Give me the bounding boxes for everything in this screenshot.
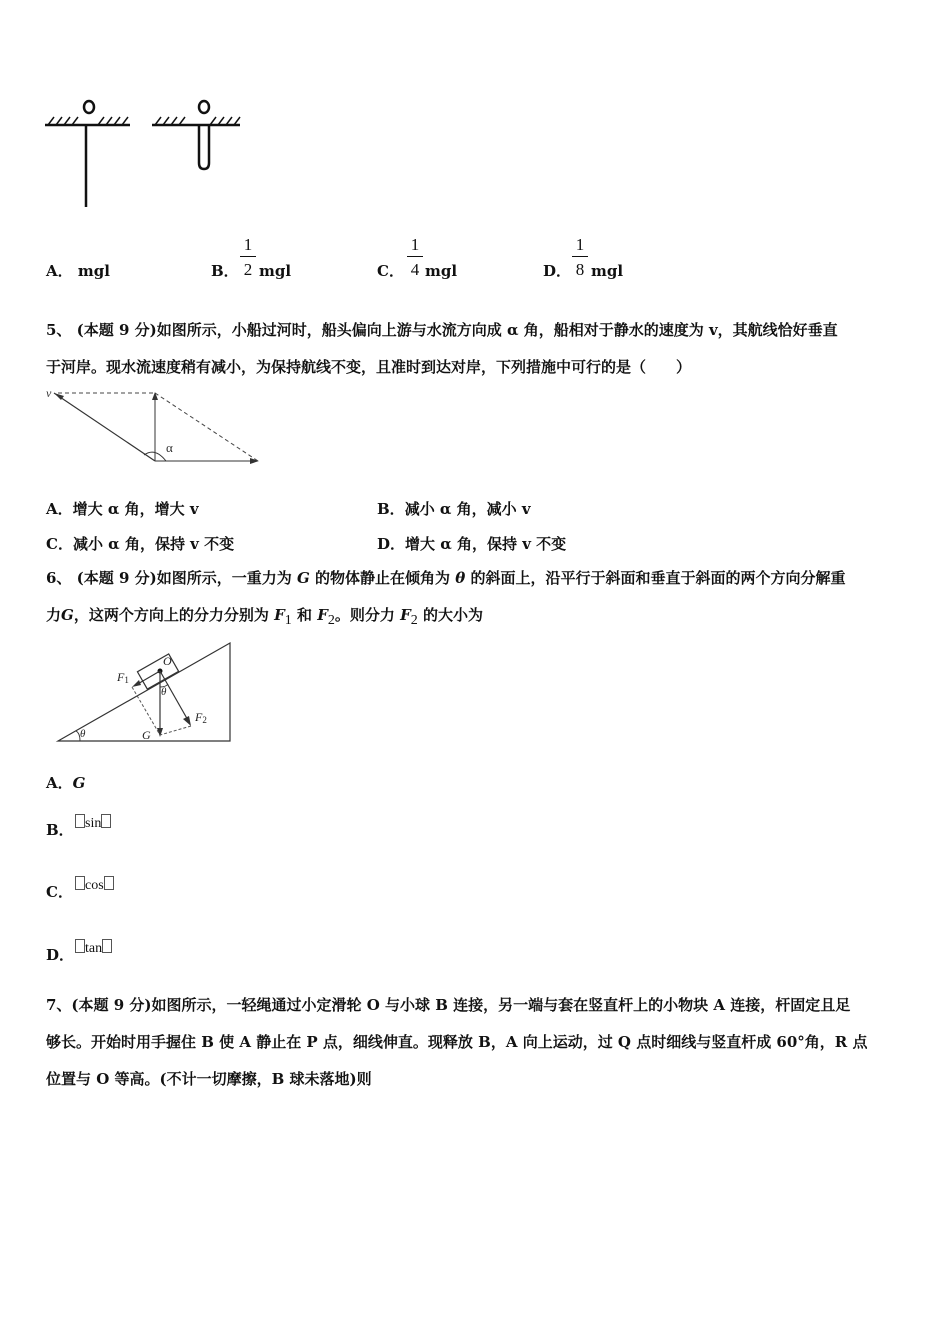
q6-number: 6、 (46, 569, 72, 587)
option-value: mgl (77, 262, 110, 280)
q6-text: ，这两个方向上的分力分别为 (73, 606, 269, 624)
f2-letter: F (195, 710, 203, 724)
option-text: 增大 α 角，增大 v (72, 500, 199, 518)
q6-text: 力 (46, 606, 62, 624)
numerator: 1 (243, 235, 253, 254)
q6-symbol-theta: θ (455, 569, 466, 587)
q7-line1: 7、(本题 9 分)如图所示，一轻绳通过小定滑轮 O 与小球 B 连接，另一端与套在竖直杆上的小物块 A 连接，杆固定且足 (46, 996, 851, 1014)
f2-sub: 2 (202, 715, 207, 725)
option-label: D． (377, 535, 406, 553)
q4-option-c-fraction (407, 235, 423, 281)
q7-line3: 位置与 O 等高。(不计一切摩擦，B 球未落地)则 (46, 1070, 372, 1088)
q5-line1 (46, 320, 838, 340)
q6-fig-theta-top: θ (161, 686, 167, 698)
q6-option-b[interactable] (46, 820, 74, 840)
numerator: 1 (575, 235, 585, 254)
missing-glyph-icon (75, 939, 85, 953)
denominator: 2 (243, 260, 253, 279)
q5-line2: 于河岸。现水流速度稍有减小，为保持航线不变，且准时到达对岸，下列措施中可行的是（ ） (46, 358, 692, 376)
missing-glyph-icon (75, 876, 85, 890)
option-label: B． (211, 262, 239, 280)
option-label: D． (543, 262, 572, 280)
missing-glyph-icon (102, 939, 112, 953)
q7-line2: 够长。开始时用手握住 B 使 A 静止在 P 点，细线伸直。现释放 B，A 向上运动，过 Q 点时细线与竖直杆成 60°角，R 点 (46, 1033, 868, 1051)
option-text: 减小 α 角，保持 v 不变 (72, 535, 235, 553)
q5-v-label: v (46, 386, 52, 400)
missing-glyph-icon (75, 814, 85, 828)
q4-option-d-fraction (572, 235, 588, 281)
q6-option-c[interactable] (46, 882, 73, 902)
q6-text: 的斜面上，沿平行于斜面和垂直于斜面的两个方向分解重 (470, 569, 846, 587)
missing-glyph-icon (101, 814, 111, 828)
q5-figure (40, 385, 270, 475)
q6-sub: 2 (410, 613, 418, 628)
q6-option-a[interactable] (46, 773, 85, 793)
q6-text: 的大小为 (423, 606, 484, 624)
q5-alpha-label: α (166, 440, 173, 455)
option-label: A． (46, 774, 73, 792)
f1-letter: F (117, 670, 125, 684)
q6-fig-F2 (194, 710, 207, 725)
q4-option-a[interactable] (46, 261, 110, 281)
option-text: 增大 α 角，保持 v 不变 (405, 535, 567, 553)
q5-text-1: (本题 9 分)如图所示，小船过河时，船头偏向上游与水流方向成 α 角，船相对于静水的速度为 v，其航线恰好垂直 (76, 321, 838, 339)
q6-fig-theta-base: θ (80, 728, 86, 740)
option-text: cos (85, 878, 104, 893)
q6-option-c-expr (75, 876, 114, 894)
q4-option-b[interactable] (211, 261, 239, 281)
numerator: 1 (410, 235, 420, 254)
q6-symbol-G: G (296, 569, 310, 587)
option-text: sin (85, 816, 102, 831)
q6-option-d-expr (75, 939, 112, 957)
q6-line2 (46, 605, 483, 631)
option-label: A． (46, 262, 73, 280)
q6-text: (本题 9 分)如图所示，一重力为 (76, 569, 292, 587)
option-label: D． (46, 946, 75, 964)
q6-fig-F1 (116, 670, 129, 685)
q6-text: 和 (296, 606, 312, 624)
q4-figure (40, 95, 250, 215)
q6-sub: 1 (284, 613, 292, 628)
option-text: tan (85, 941, 103, 956)
q6-text: 。则分力 (334, 606, 395, 624)
q4-option-c-value: mgl (425, 262, 458, 280)
q5-option-b[interactable] (377, 499, 531, 519)
q6-text: 的物体静止在倾角为 (315, 569, 451, 587)
option-label: B． (377, 500, 405, 518)
q6-option-b-expr (75, 814, 111, 832)
q6-symbol-F: F (400, 606, 411, 624)
missing-glyph-icon (104, 876, 114, 890)
q6-sub: 2 (327, 613, 335, 628)
q4-option-d-value: mgl (591, 262, 624, 280)
q6-symbol-F: F (274, 606, 285, 624)
q5-number: 5、 (46, 321, 72, 339)
option-label: C． (46, 883, 73, 901)
q6-line1 (46, 568, 846, 588)
f1-sub: 1 (124, 675, 129, 685)
q5-option-a[interactable] (46, 499, 199, 519)
option-label: B． (46, 821, 74, 839)
q5-option-d[interactable] (377, 534, 566, 554)
q5-option-c[interactable] (46, 534, 234, 554)
option-label: C． (377, 262, 404, 280)
q6-option-d[interactable] (46, 945, 74, 965)
q6-symbol-G: G (61, 606, 74, 624)
q4-option-b-fraction (240, 235, 256, 281)
denominator: 4 (410, 260, 420, 279)
option-text: G (72, 774, 86, 792)
q4-option-b-value: mgl (259, 262, 292, 280)
q6-fig-O: O (163, 654, 172, 668)
q4-option-d[interactable] (543, 261, 571, 281)
q6-figure (50, 637, 240, 747)
q4-option-c[interactable] (377, 261, 404, 281)
q6-symbol-F: F (317, 606, 328, 624)
q6-fig-G: G (142, 728, 151, 742)
option-label: C． (46, 535, 73, 553)
denominator: 8 (575, 260, 585, 279)
option-label: A． (46, 500, 73, 518)
option-text: 减小 α 角，减小 v (404, 500, 531, 518)
